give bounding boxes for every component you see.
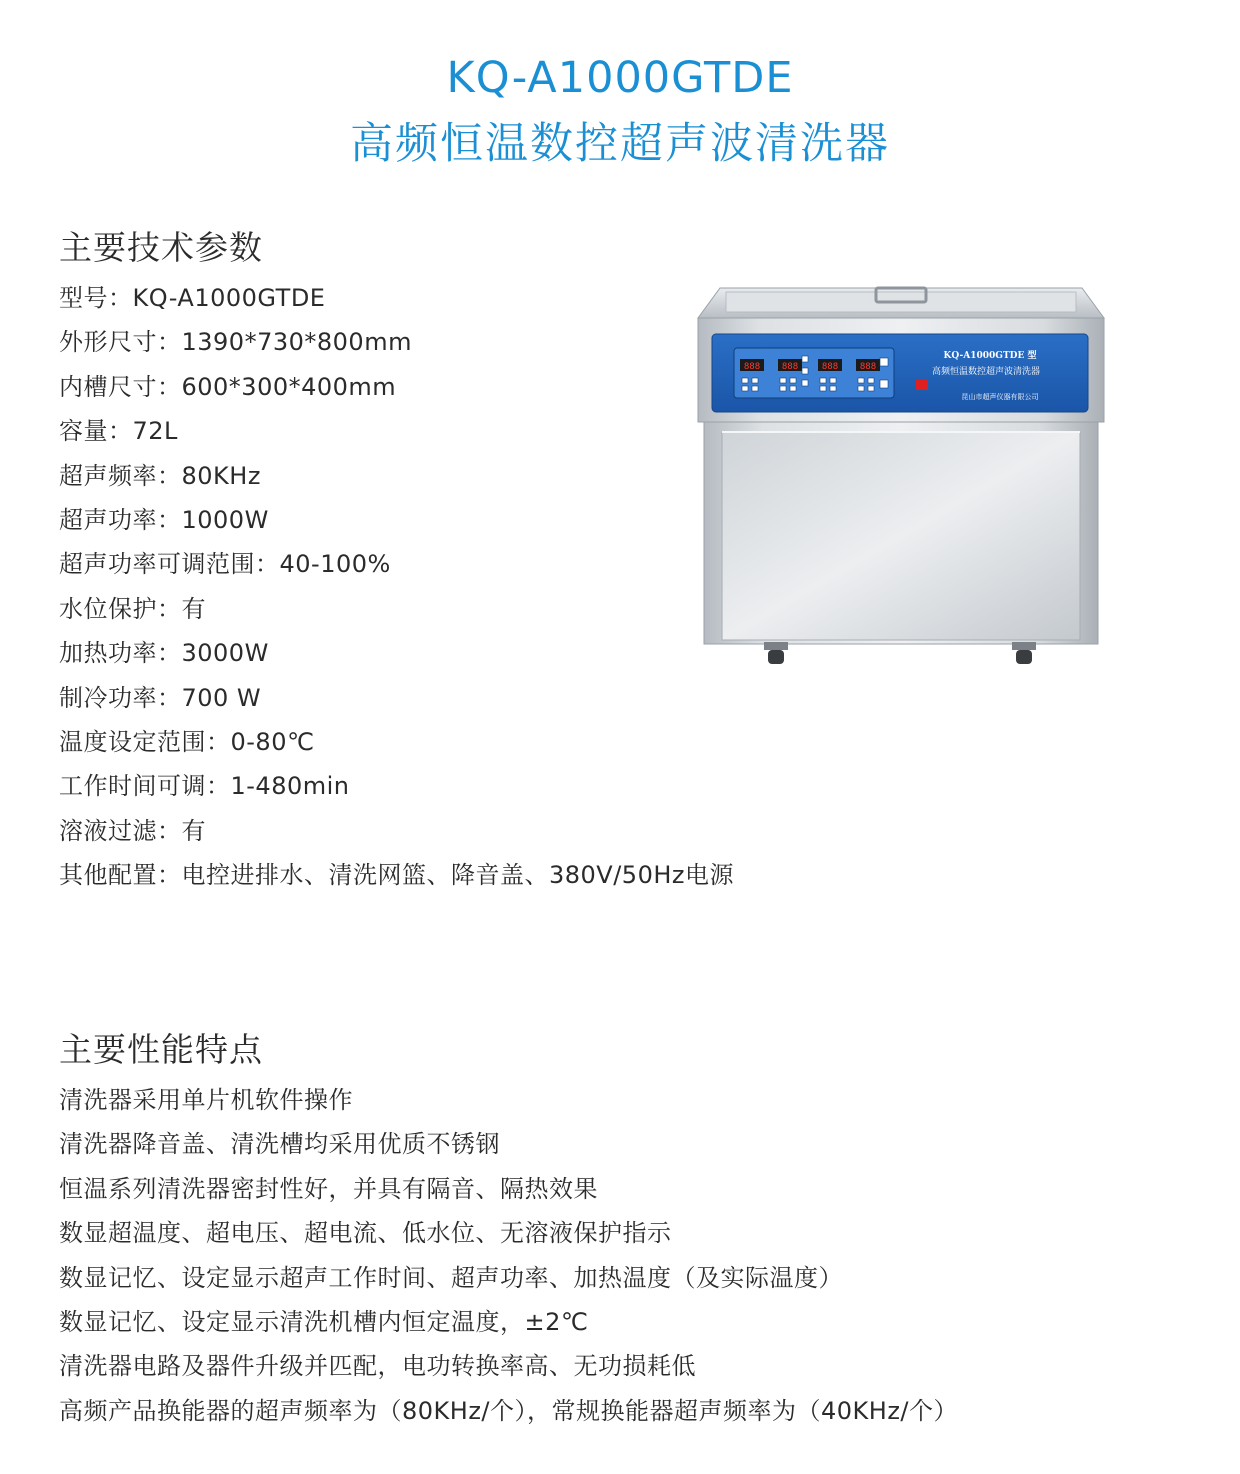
spec-item-heating-power: 加热功率：3000W (59, 639, 269, 668)
spec-item-dimensions: 外形尺寸：1390*730*800mm (59, 328, 412, 357)
specs-list (59, 276, 734, 898)
display-1: 888 (743, 362, 761, 372)
spec-item-filtration: 溶液过滤：有 (59, 816, 206, 845)
spec-item-capacity: 容量：72L (59, 417, 178, 446)
spec-item-tank-size: 内槽尺寸：600*300*400mm (59, 372, 397, 401)
spec-item-other-config: 其他配置：电控进排水、清洗网篮、降音盖、380V/50Hz电源 (59, 861, 734, 890)
spec-item-water-protection: 水位保护：有 (59, 594, 206, 623)
model-title: KQ-A1000GTDE (446, 53, 794, 103)
feature-item: 清洗器电路及器件升级并匹配，电功转换率高、无功损耗低 (59, 1352, 696, 1381)
cabinet-door (722, 432, 1080, 640)
feature-item: 数显超温度、超电压、超电流、低水位、无溶液保护指示 (59, 1219, 672, 1248)
spec-item-time-range: 工作时间可调：1-480min (59, 772, 350, 801)
caster-wheels (764, 642, 1036, 664)
features-heading: 主要性能特点 (59, 1030, 263, 1069)
feature-item: 恒温系列清洗器密封性好，并具有隔音、隔热效果 (59, 1174, 598, 1203)
spec-item-temp-range: 温度设定范围：0-80℃ (59, 728, 315, 757)
spec-item-power-range: 超声功率可调范围：40-100% (59, 550, 391, 579)
product-image (690, 282, 1110, 672)
spec-item-power: 超声功率：1000W (59, 506, 269, 535)
brand-logo (916, 380, 928, 390)
feature-item: 数显记忆、设定显示超声工作时间、超声功率、加热温度（及实际温度） (59, 1263, 843, 1292)
feature-item: 清洗器降音盖、清洗槽均采用优质不锈钢 (59, 1130, 500, 1159)
panel-model-label: KQ-A1000GTDE 型 (943, 351, 1037, 361)
panel-company-label: 昆山市超声仪器有限公司 (961, 393, 1039, 401)
specs-heading: 主要技术参数 (59, 228, 263, 267)
product-name-title: 高频恒温数控超声波清洗器 (350, 119, 890, 169)
display-2: 888 (781, 362, 799, 372)
features-list (59, 1078, 958, 1433)
feature-item: 数显记忆、设定显示清洗机槽内恒定温度，±2℃ (59, 1308, 589, 1337)
feature-item: 高频产品换能器的超声频率为（80KHz/个），常规换能器超声频率为（40KHz/个） (59, 1396, 959, 1425)
panel-name-label: 高频恒温数控超声波清洗器 (931, 367, 1041, 377)
spec-item-cooling-power: 制冷功率：700 W (59, 683, 262, 712)
ultrasonic-cleaner-illustration (690, 282, 1110, 672)
feature-item: 清洗器采用单片机软件操作 (59, 1086, 353, 1114)
spec-item-frequency: 超声频率：80KHz (59, 461, 261, 490)
display-4: 888 (859, 362, 877, 372)
display-3: 888 (821, 362, 839, 372)
spec-item-model: 型号：KQ-A1000GTDE (59, 284, 326, 312)
